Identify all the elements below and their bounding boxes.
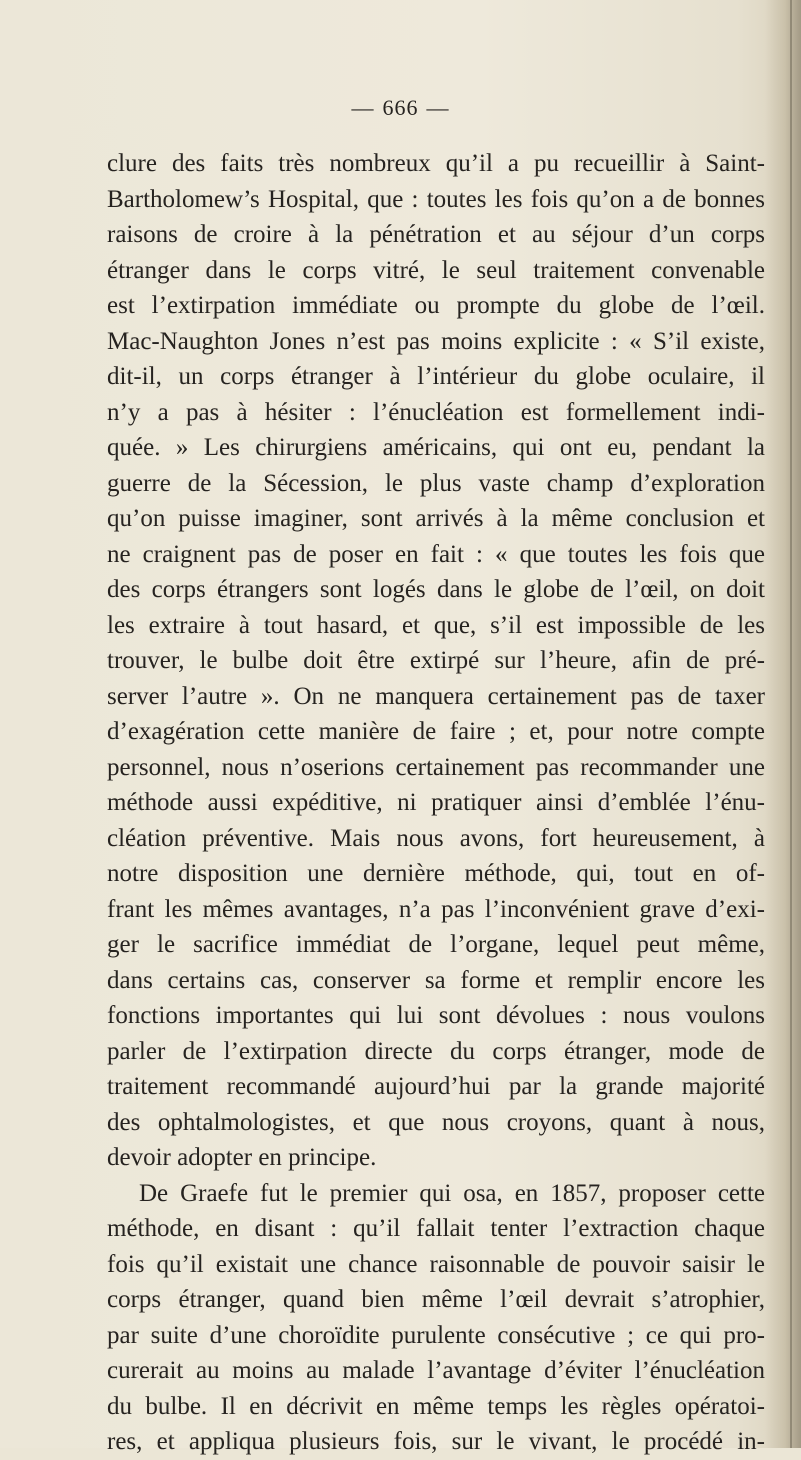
text-line: quée. » Les chirurgiens américains, qui ont eu, pendant la xyxy=(107,434,765,461)
text-line: personnel, nous n’oserions certainement pas recommander une xyxy=(107,753,765,781)
page-edge-line xyxy=(790,0,792,1448)
text-line: cléation préventive. Mais nous avons, fort heureusement, à xyxy=(107,824,765,852)
paragraph-end-line: devoir adopter en principe. xyxy=(107,1144,377,1171)
text-line: d’exagération cette manière de faire ; et, pour notre compte xyxy=(107,718,765,745)
text-line: clure des faits très nombreux qu’il a pu recueillir à Saint- xyxy=(107,150,765,177)
text-line: frant les mêmes avantages, n’a pas l’inconvénient grave d’exi- xyxy=(107,895,765,923)
page-number-dash-right: — xyxy=(426,95,450,120)
text-line: parler de l’extirpation directe du corps étranger, mode de xyxy=(107,1037,765,1065)
page-number-dash-left: — xyxy=(351,95,375,120)
text-line: guerre de la Sécession, le plus vaste champ d’exploration xyxy=(107,469,765,497)
page-number-value: 666 xyxy=(382,95,419,120)
text-line: n’y a pas à hésiter : l’énucléation est formellement indi- xyxy=(107,398,765,426)
text-line: Bartholomew’s Hospital, que : toutes les fois qu’on a de bonnes xyxy=(107,185,765,213)
text-line: dans certains cas, conserver sa forme et remplir encore les xyxy=(107,966,765,994)
text-line: curerait au moins au malade l’avantage d’éviter l’énucléation xyxy=(107,1357,765,1384)
text-line: par suite d’une choroïdite purulente consécutive ; ce qui pro- xyxy=(107,1321,765,1349)
text-line: corps étranger, quand bien même l’œil devrait s’atrophier, xyxy=(107,1286,765,1313)
text-line: qu’on puisse imaginer, sont arrivés à la même conclusion et xyxy=(107,505,765,532)
text-line: étranger dans le corps vitré, le seul traitement convenable xyxy=(107,256,765,284)
text-line: dit-il, un corps étranger à l’intérieur du globe oculaire, il xyxy=(107,363,765,390)
text-line: raisons de croire à la pénétration et au séjour d’un corps xyxy=(107,221,765,248)
text-line: des ophtalmologistes, et que nous croyons, quant à nous, xyxy=(107,1108,765,1136)
text-line: ger le sacrifice immédiat de l’organe, lequel peut même, xyxy=(107,931,765,958)
text-line: des corps étrangers sont logés dans le globe de l’œil, on doit xyxy=(107,576,765,603)
page-number xyxy=(0,95,801,121)
text-line: du bulbe. Il en décrivit en même temps les règles opératoi- xyxy=(107,1392,765,1420)
text-line: méthode aussi expéditive, ni pratiquer ainsi d’emblée l’énu- xyxy=(107,789,765,816)
text-line: traitement recommandé aujourd’hui par la grande majorité xyxy=(107,1073,765,1100)
text-line: res, et appliqua plusieurs fois, sur le vivant, le procédé in- xyxy=(107,1428,765,1455)
body-text xyxy=(107,146,765,1460)
text-line: les extraire à tout hasard, et que, s’il est impossible de les xyxy=(107,611,765,639)
paragraph-start-line: De Graefe fut le premier qui osa, en 1857, proposer cette xyxy=(139,1179,765,1207)
page-edge-shadow xyxy=(765,0,801,1448)
text-line: ne craignent pas de poser en fait : « que toutes les fois que xyxy=(107,540,765,568)
text-line: est l’extirpation immédiate ou prompte du globe de l’œil. xyxy=(107,292,765,319)
text-line: Mac-Naughton Jones n’est pas moins explicite : « S’il existe, xyxy=(107,327,765,355)
text-line: fonctions importantes qui lui sont dévolues : nous voulons xyxy=(107,1002,765,1029)
text-line: trouver, le bulbe doit être extirpé sur l’heure, afin de pré- xyxy=(107,647,765,674)
text-line: méthode, en disant : qu’il fallait tenter l’extraction chaque xyxy=(107,1215,765,1242)
text-line: server l’autre ». On ne manquera certainement pas de taxer xyxy=(107,682,765,710)
text-line: fois qu’il existait une chance raisonnable de pouvoir saisir le xyxy=(107,1250,765,1278)
text-line: notre disposition une dernière méthode, qui, tout en of- xyxy=(107,860,765,887)
